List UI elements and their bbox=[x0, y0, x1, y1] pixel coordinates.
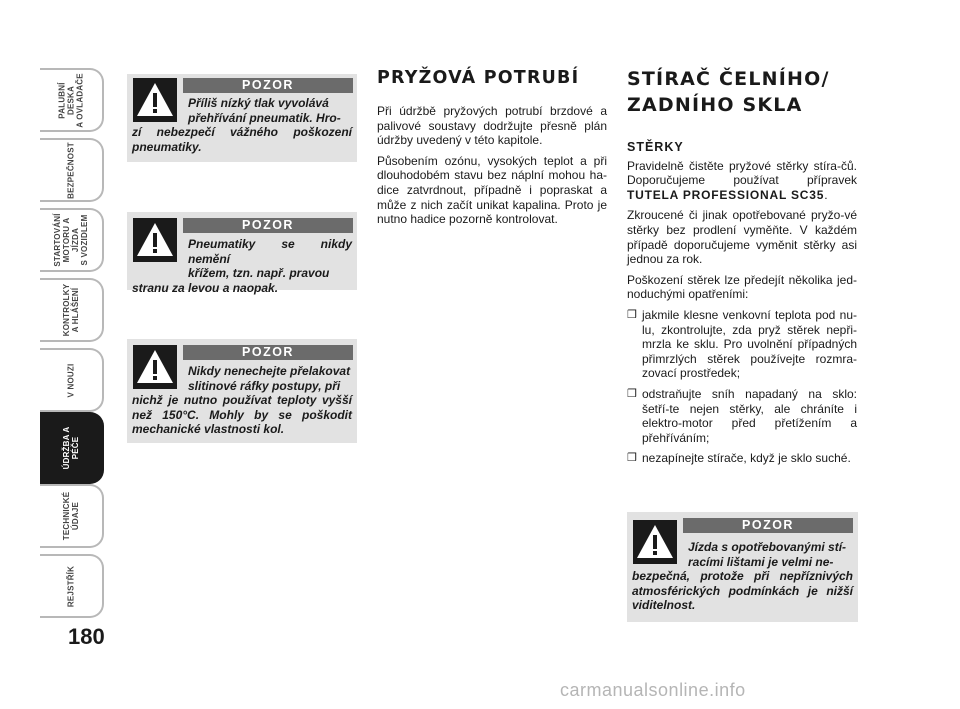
warning-line: křížem, tzn. např. pravou bbox=[188, 266, 330, 280]
warning-line: bezpečná, protože při nepříznivých atmosférických podmínkách je nižší viditelnost. bbox=[632, 569, 853, 612]
tab-label: BEZPEČNOST bbox=[66, 141, 76, 199]
hoses-heading: PRYŽOVÁ POTRUBÍ bbox=[377, 68, 580, 88]
warning-line: racími lištami je velmi ne- bbox=[688, 554, 834, 569]
hoses-paragraph: Při údržbě pryžových potrubí brzdové a palivové soustavy dodržujte přesně plán údržby uvedený v této kapitole. bbox=[377, 104, 607, 148]
warning-text bbox=[132, 237, 352, 295]
wipers-text: Pravidelně čistěte pryžové stěrky stíra-čů. Doporučujeme používat přípravek bbox=[627, 158, 857, 188]
hoses-section bbox=[377, 66, 607, 233]
warning-line: Příliš nízký tlak vyvolává bbox=[188, 96, 329, 110]
wipers-section bbox=[627, 66, 857, 472]
tab-bezpecnost[interactable] bbox=[40, 138, 104, 202]
tab-label: TECHNICKÉ ÚDAJE bbox=[62, 491, 80, 541]
wipers-paragraph: Poškození stěrek lze předejít několika jed-noduchými opatřeními: bbox=[627, 272, 857, 302]
warning-box bbox=[127, 212, 357, 295]
warning-line: zí nebezpečí vážného poškození pneumatiky. bbox=[132, 125, 352, 154]
warning-line: Jízda s opotřebovanými stí- bbox=[688, 540, 847, 554]
product-name: TUTELA PROFESSIONAL SC35 bbox=[627, 187, 825, 202]
watermark: carmanualsonline.info bbox=[560, 680, 746, 700]
wipers-paragraph: Zkroucené či jinak opotřebované pryžo-vé stěrky bez prodlení vyměňte. V každém případě doporučujeme vyměnit stěrky asi jednou za rok. bbox=[627, 208, 857, 267]
warning-line: slitinové ráfky postupy, při bbox=[188, 378, 341, 393]
warning-title: POZOR bbox=[183, 345, 353, 360]
warning-line: nichž je nutno používat teploty vyšší než 150°C. Mohly by se poškodit mechanické vlastnosti kol. bbox=[132, 393, 352, 436]
list-item-text: jakmile klesne venkovní teplota pod nu-lu, zkontrolujte, zda pryž stěrek nepři-mrzla ke sklu. Pro uvolnění případných přimrzlých stěrek používejte rozmra-zovací prostředek; bbox=[642, 307, 857, 381]
page-number: 180 bbox=[68, 624, 105, 649]
list-item bbox=[627, 387, 857, 445]
wipers-subheading: STĚRKY bbox=[627, 140, 684, 154]
list-item bbox=[627, 451, 857, 466]
wipers-text: . bbox=[824, 187, 828, 202]
warning-text bbox=[132, 96, 352, 154]
tab-label: STARTOVÁNÍ MOTORU A JÍZDA S VOZIDLEM bbox=[53, 213, 89, 267]
tab-palubni-deska[interactable] bbox=[40, 68, 104, 132]
hoses-paragraph: Působením ozónu, vysokých teplot a při dlouhodobém stavu bez náplní mohou ha-dice zatvrdnout, případně i popraskat a může z nich začít unikat kapalina. Proto je nutno hadice pozorně kontrolovat. bbox=[377, 153, 607, 227]
list-item-text: odstraňujte sníh napadaný na sklo: šetří-te nejen stěrky, ale chráníte i elektro-motor před přetížením a přehříváním; bbox=[642, 386, 857, 445]
warning-box bbox=[127, 74, 357, 162]
tab-label: REJSTŘÍK bbox=[66, 565, 76, 607]
checkbox-bullet-icon: ❒ bbox=[627, 308, 637, 321]
warning-line: stranu za levou a naopak. bbox=[132, 280, 279, 295]
warning-line: Nikdy nenechejte přelakovat bbox=[188, 364, 351, 378]
warning-title: POZOR bbox=[183, 218, 353, 233]
tab-label: ÚDRŽBA A PÉČE bbox=[62, 426, 80, 470]
tab-technicke-udaje[interactable] bbox=[40, 484, 104, 548]
warning-box bbox=[627, 512, 858, 622]
wipers-heading-line: ZADNÍHO SKLA bbox=[627, 94, 803, 116]
tab-label: KONTROLKY A HLÁŠENÍ bbox=[62, 283, 80, 337]
tab-rejstrik[interactable] bbox=[40, 554, 104, 618]
tab-startovani[interactable] bbox=[40, 208, 104, 272]
warning-title: POZOR bbox=[683, 518, 853, 533]
tab-label: PALUBNÍ DESKA A OVLADAČE bbox=[57, 72, 85, 128]
tab-label: V NOUZI bbox=[66, 363, 76, 397]
checkbox-bullet-icon: ❒ bbox=[627, 387, 637, 400]
warning-line: přehřívání pneumatik. Hro- bbox=[188, 110, 341, 125]
tab-udrzba-active[interactable] bbox=[40, 412, 104, 484]
list-item-text: nezapínejte stírače, když je sklo suché. bbox=[642, 451, 851, 466]
wipers-heading-line: STÍRAČ ČELNÍHO/ bbox=[627, 68, 830, 90]
warning-line: Pneumatiky se nikdy nemění bbox=[188, 237, 352, 266]
wipers-paragraph bbox=[627, 159, 857, 203]
warning-box bbox=[127, 339, 357, 443]
wipers-heading bbox=[627, 66, 857, 118]
tab-v-nouzi[interactable] bbox=[40, 348, 104, 412]
warning-text bbox=[132, 364, 352, 437]
warning-text bbox=[632, 540, 853, 613]
checkbox-bullet-icon: ❒ bbox=[627, 452, 637, 465]
tab-kontrolky[interactable] bbox=[40, 278, 104, 342]
list-item bbox=[627, 308, 857, 381]
warning-title: POZOR bbox=[183, 78, 353, 93]
